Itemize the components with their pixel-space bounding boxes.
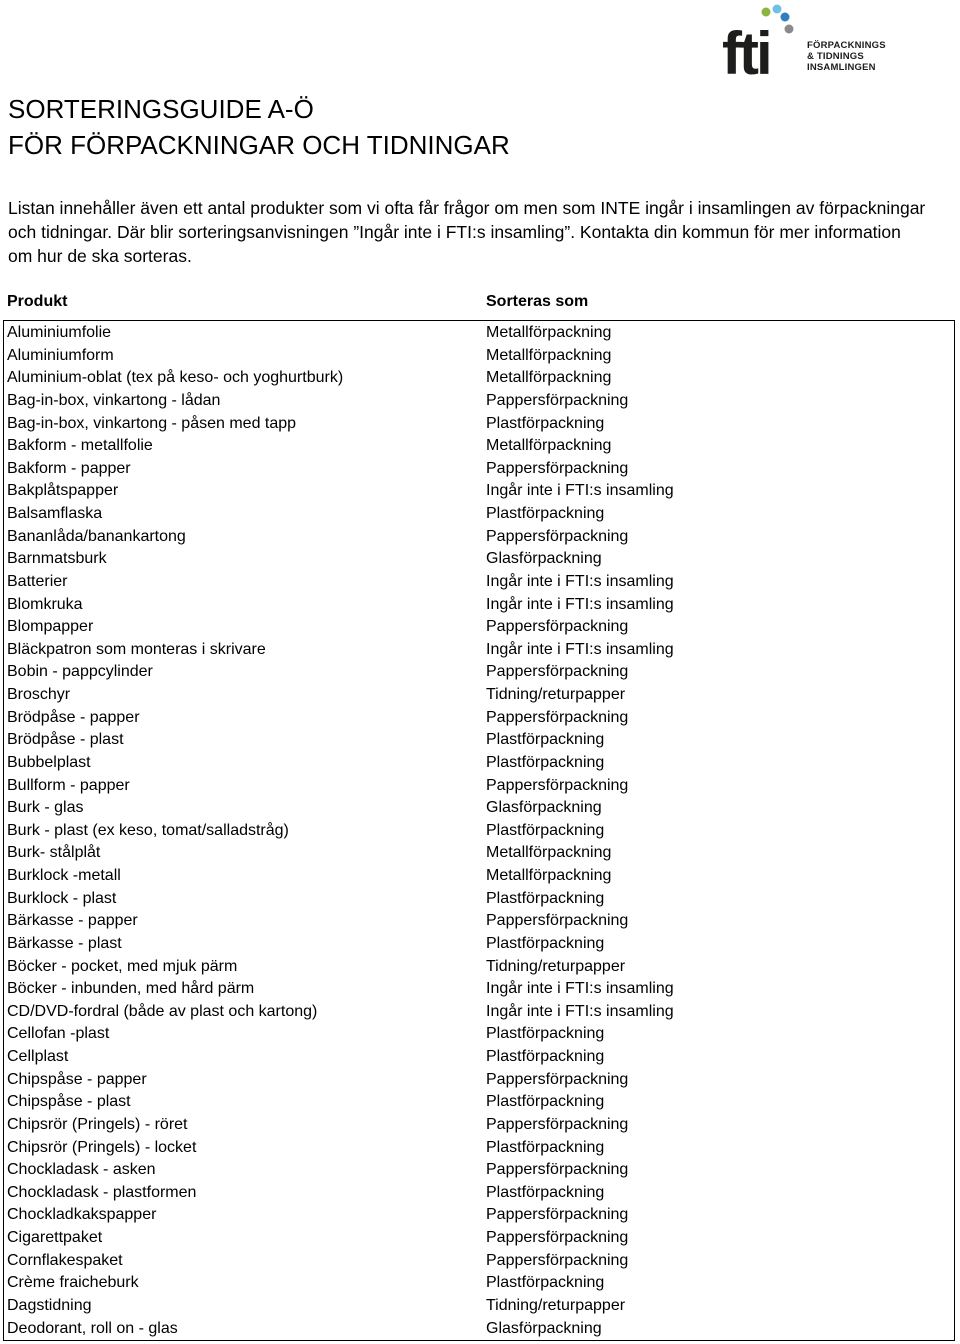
table-row	[0, 797, 960, 820]
product-cell: Burklock -metall	[7, 867, 121, 884]
table-row	[0, 684, 960, 707]
sort-category-cell: Pappersförpackning	[486, 1161, 629, 1179]
logo-dot-grey	[785, 25, 794, 34]
product-cell: Bakform - metallfolie	[7, 437, 153, 455]
sort-category-cell: Plastförpackning	[486, 889, 605, 907]
sort-category-cell: Tidning/returpapper	[486, 686, 626, 703]
table-row	[0, 322, 960, 345]
sort-category-cell: Tidning/returpapper	[486, 1296, 626, 1314]
table-row	[0, 865, 960, 888]
logo-line-1: FÖRPACKNINGS	[807, 40, 886, 51]
table-row	[0, 548, 960, 571]
sort-category-cell: Plastförpackning	[486, 821, 605, 839]
table-row	[0, 956, 960, 979]
sort-category-cell: Ingår inte i FTI:s insamling	[486, 482, 674, 500]
logo-wordmark	[807, 40, 886, 73]
table-row	[0, 842, 960, 865]
sort-category-cell: Pappersförpackning	[486, 1229, 629, 1246]
product-cell: Burk - glas	[7, 799, 84, 817]
product-cell: Chipspåse - plast	[7, 1093, 131, 1111]
sort-category-cell: Ingår inte i FTI:s insamling	[486, 1002, 674, 1020]
sort-category-cell: Ingår inte i FTI:s insamling	[486, 572, 674, 590]
table-row	[0, 775, 960, 798]
table-row	[0, 1114, 960, 1137]
sort-category-cell: Glasförpackning	[486, 550, 602, 568]
table-row	[0, 639, 960, 662]
table-row	[0, 1023, 960, 1046]
product-cell: Chipsrör (Pringels) - locket	[7, 1138, 197, 1156]
product-cell: Bubbelplast	[7, 753, 91, 771]
sort-category-cell: Pappersförpackning	[486, 776, 629, 794]
sort-category-cell: Metallförpackning	[486, 346, 612, 364]
sort-category-cell: Pappersförpackning	[486, 1206, 629, 1224]
product-cell: Bakform - papper	[7, 459, 131, 477]
sort-category-cell: Metallförpackning	[486, 867, 612, 884]
table-row	[0, 820, 960, 843]
product-cell: Burk- stålplåt	[7, 844, 101, 862]
logo-dot-blue	[781, 13, 790, 22]
table-row	[0, 752, 960, 775]
sort-category-cell: Pappersförpackning	[486, 1070, 629, 1088]
product-cell: Burklock - plast	[7, 889, 117, 907]
product-cell: Dagstidning	[7, 1296, 92, 1314]
sort-category-cell: Tidning/returpapper	[486, 957, 626, 975]
table-row	[0, 1318, 960, 1341]
table-row	[0, 571, 960, 594]
product-cell: Brödpåse - plast	[7, 731, 124, 749]
product-cell: Aluminiumform	[7, 346, 114, 364]
table-row	[0, 1001, 960, 1024]
product-cell: Chockladkakspapper	[7, 1206, 157, 1224]
table-row	[0, 978, 960, 1001]
page-title-line-1: SORTERINGSGUIDE A-Ö	[8, 94, 314, 124]
table-row	[0, 458, 960, 481]
table-row	[0, 1227, 960, 1250]
sort-category-cell: Plastförpackning	[486, 1274, 605, 1292]
table-row	[0, 390, 960, 413]
sort-category-cell: Plastförpackning	[486, 1093, 605, 1111]
table-row	[0, 435, 960, 458]
sort-category-cell: Ingår inte i FTI:s insamling	[486, 980, 674, 998]
product-cell: Broschyr	[7, 686, 71, 703]
sort-category-cell: Pappersförpackning	[486, 912, 629, 930]
sort-category-cell: Plastförpackning	[486, 934, 605, 952]
product-cell: Barnmatsburk	[7, 550, 107, 568]
product-cell: Cellplast	[7, 1048, 69, 1065]
sort-category-cell: Pappersförpackning	[486, 708, 629, 726]
sort-category-cell: Plastförpackning	[486, 414, 605, 432]
product-cell: Bobin - pappcylinder	[7, 663, 153, 681]
logo-dot-green	[762, 8, 771, 17]
table-row	[0, 661, 960, 684]
product-cell: Chockladask - plastformen	[7, 1183, 197, 1201]
product-cell: CD/DVD-fordral (både av plast och kartong)	[7, 1002, 318, 1020]
table-row	[0, 933, 960, 956]
table-row	[0, 1046, 960, 1069]
table-row	[0, 480, 960, 503]
logo-line-2: & TIDNINGS	[807, 51, 864, 62]
product-cell: Blompapper	[7, 618, 94, 636]
table-row	[0, 1250, 960, 1273]
product-cell: Bag-in-box, vinkartong - lådan	[7, 391, 221, 409]
sorting-table	[0, 322, 960, 1340]
product-cell: Böcker - pocket, med mjuk pärm	[7, 957, 238, 975]
table-row	[0, 1204, 960, 1227]
product-cell: Bärkasse - papper	[7, 912, 138, 930]
table-row	[0, 888, 960, 911]
sort-category-cell: Plastförpackning	[486, 1138, 605, 1156]
sort-category-cell: Ingår inte i FTI:s insamling	[486, 595, 674, 613]
product-cell: Bärkasse - plast	[7, 934, 122, 952]
sort-category-cell: Metallförpackning	[486, 324, 612, 341]
product-cell: Blomkruka	[7, 595, 83, 613]
table-row	[0, 1091, 960, 1114]
product-cell: Cornflakespaket	[7, 1251, 123, 1269]
table-row	[0, 910, 960, 933]
product-cell: Aluminium-oblat (tex på keso- och yoghurtburk)	[7, 369, 344, 387]
sort-category-cell: Plastförpackning	[486, 1048, 605, 1065]
product-cell: Bläckpatron som monteras i skrivare	[7, 640, 266, 658]
product-cell: Cigarettpaket	[7, 1229, 103, 1246]
sort-category-cell: Pappersförpackning	[486, 1251, 629, 1269]
column-header-product: Produkt	[7, 293, 68, 310]
product-cell: Chockladask - asken	[7, 1161, 156, 1179]
product-cell: Bullform - papper	[7, 776, 130, 794]
sort-category-cell: Pappersförpackning	[486, 618, 629, 636]
sort-category-cell: Glasförpackning	[486, 799, 602, 817]
product-cell: Bag-in-box, vinkartong - påsen med tapp	[7, 414, 297, 432]
sort-category-cell: Plastförpackning	[486, 1183, 605, 1201]
product-cell: Bakplåtspapper	[7, 482, 119, 500]
logo-mark-text: fti	[722, 20, 770, 78]
sort-category-cell: Plastförpackning	[486, 753, 605, 771]
table-row	[0, 594, 960, 617]
sort-category-cell: Pappersförpackning	[486, 527, 629, 545]
fti-logo-mark	[722, 4, 802, 78]
product-cell: Batterier	[7, 572, 68, 590]
table-row	[0, 729, 960, 752]
fti-logo	[722, 4, 922, 78]
table-row	[0, 1137, 960, 1160]
product-cell: Chipsrör (Pringels) - röret	[7, 1115, 188, 1133]
sort-category-cell: Pappersförpackning	[486, 391, 629, 409]
column-header-sort: Sorteras som	[486, 293, 589, 310]
page-title	[8, 91, 510, 163]
sort-category-cell: Pappersförpackning	[486, 459, 629, 477]
product-cell: Crème fraicheburk	[7, 1274, 139, 1292]
sort-category-cell: Plastförpackning	[486, 1025, 605, 1043]
sort-category-cell: Glasförpackning	[486, 1319, 602, 1337]
sort-category-cell: Metallförpackning	[486, 369, 612, 387]
table-row	[0, 367, 960, 390]
sort-category-cell: Pappersförpackning	[486, 663, 629, 681]
table-row	[0, 345, 960, 368]
table-row	[0, 1272, 960, 1295]
product-cell: Aluminiumfolie	[7, 324, 112, 341]
product-cell: Böcker - inbunden, med hård pärm	[7, 980, 255, 998]
sort-category-cell: Pappersförpackning	[486, 1115, 629, 1133]
table-row	[0, 1182, 960, 1205]
product-cell: Brödpåse - papper	[7, 708, 140, 726]
intro-paragraph: Listan innehåller även ett antal produkter som vi ofta får frågor om men som INTE ingår i insamlingen av förpackningar och tidningar. Där blir sorteringsanvisningen ”Ingår inte i FTI:s insamling”. Kontakta din kommun för mer information om hur de ska sorteras.	[8, 198, 926, 266]
table-row	[0, 413, 960, 436]
table-row	[0, 616, 960, 639]
logo-dot-lightblue	[773, 5, 782, 14]
sort-category-cell: Plastförpackning	[486, 731, 605, 749]
table-row	[0, 1295, 960, 1318]
product-cell: Chipspåse - papper	[7, 1070, 147, 1088]
table-row	[0, 503, 960, 526]
sort-category-cell: Plastförpackning	[486, 505, 605, 522]
table-row	[0, 707, 960, 730]
product-cell: Bananlåda/banankartong	[7, 527, 186, 545]
product-cell: Cellofan -plast	[7, 1025, 110, 1043]
page-title-line-2: FÖR FÖRPACKNINGAR OCH TIDNINGAR	[8, 130, 510, 160]
table-row	[0, 526, 960, 549]
product-cell: Deodorant, roll on - glas	[7, 1319, 178, 1337]
sort-category-cell: Ingår inte i FTI:s insamling	[486, 640, 674, 658]
table-row	[0, 1159, 960, 1182]
product-cell: Balsamflaska	[7, 505, 103, 522]
table-row	[0, 1069, 960, 1092]
sort-category-cell: Metallförpackning	[486, 437, 612, 455]
logo-line-3: INSAMLINGEN	[807, 62, 876, 73]
product-cell: Burk - plast (ex keso, tomat/salladstråg)	[7, 821, 289, 839]
sort-category-cell: Metallförpackning	[486, 844, 612, 862]
